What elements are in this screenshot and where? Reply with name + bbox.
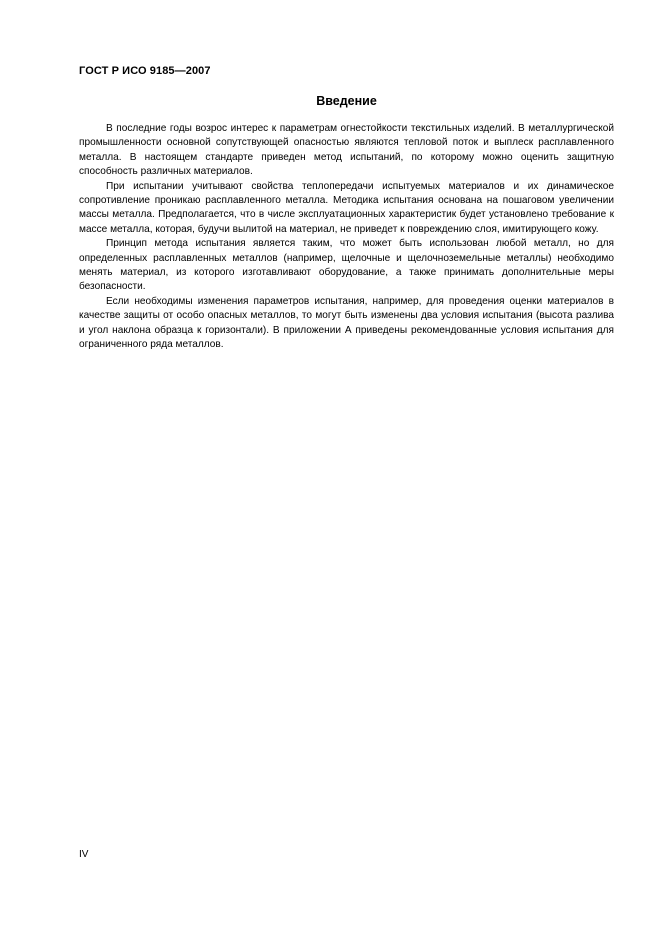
- paragraph-1: В последние годы возрос интерес к параметрам огнестойкости текстильных изделий. В металлургической промышленности основной сопутствующей опасностью являются тепловой поток и выплеск расплавленного металла. В настоящем стандарте приведен метод испытаний, по которому можно оценить защитную способность различных материалов.: [79, 123, 614, 178]
- paragraph-3: Принцип метода испытания является таким, что может быть использован любой металл, но для определенных расплавленных металлов (например, щелочные и щелочноземельные металлы) необходимо менять материал, из которого изготавливают оборудование, а также принимать дополнительные меры безопасности.: [79, 238, 614, 293]
- section-title: Введение: [316, 94, 377, 108]
- paragraph-2: При испытании учитывают свойства теплопередачи испытуемых материалов и их динамическое сопротивление проникаю расплавленного металла. Методика испытания основана на пошаговом увеличении массы металла. Предполагается, что в числе эксплуатационных характеристик будет установлено требование к массе металла, которая, будучи вылитой на материал, не приведет к повреждению слоя, имитирующего кожу.: [79, 180, 614, 235]
- page-number: IV: [79, 849, 89, 860]
- introduction-body: [79, 122, 614, 353]
- paragraph-4: Если необходимы изменения параметров испытания, например, для проведения оценки материалов в качестве защиты от особо опасных металлов, то могут быть изменены два условия испытания (высота разлива и угол наклона образца к горизонтали). В приложении А приведены рекомендованные условия испытания для ограниченного ряда металлов.: [79, 295, 614, 351]
- page-header-standard-id: ГОСТ Р ИСО 9185—2007: [79, 65, 211, 77]
